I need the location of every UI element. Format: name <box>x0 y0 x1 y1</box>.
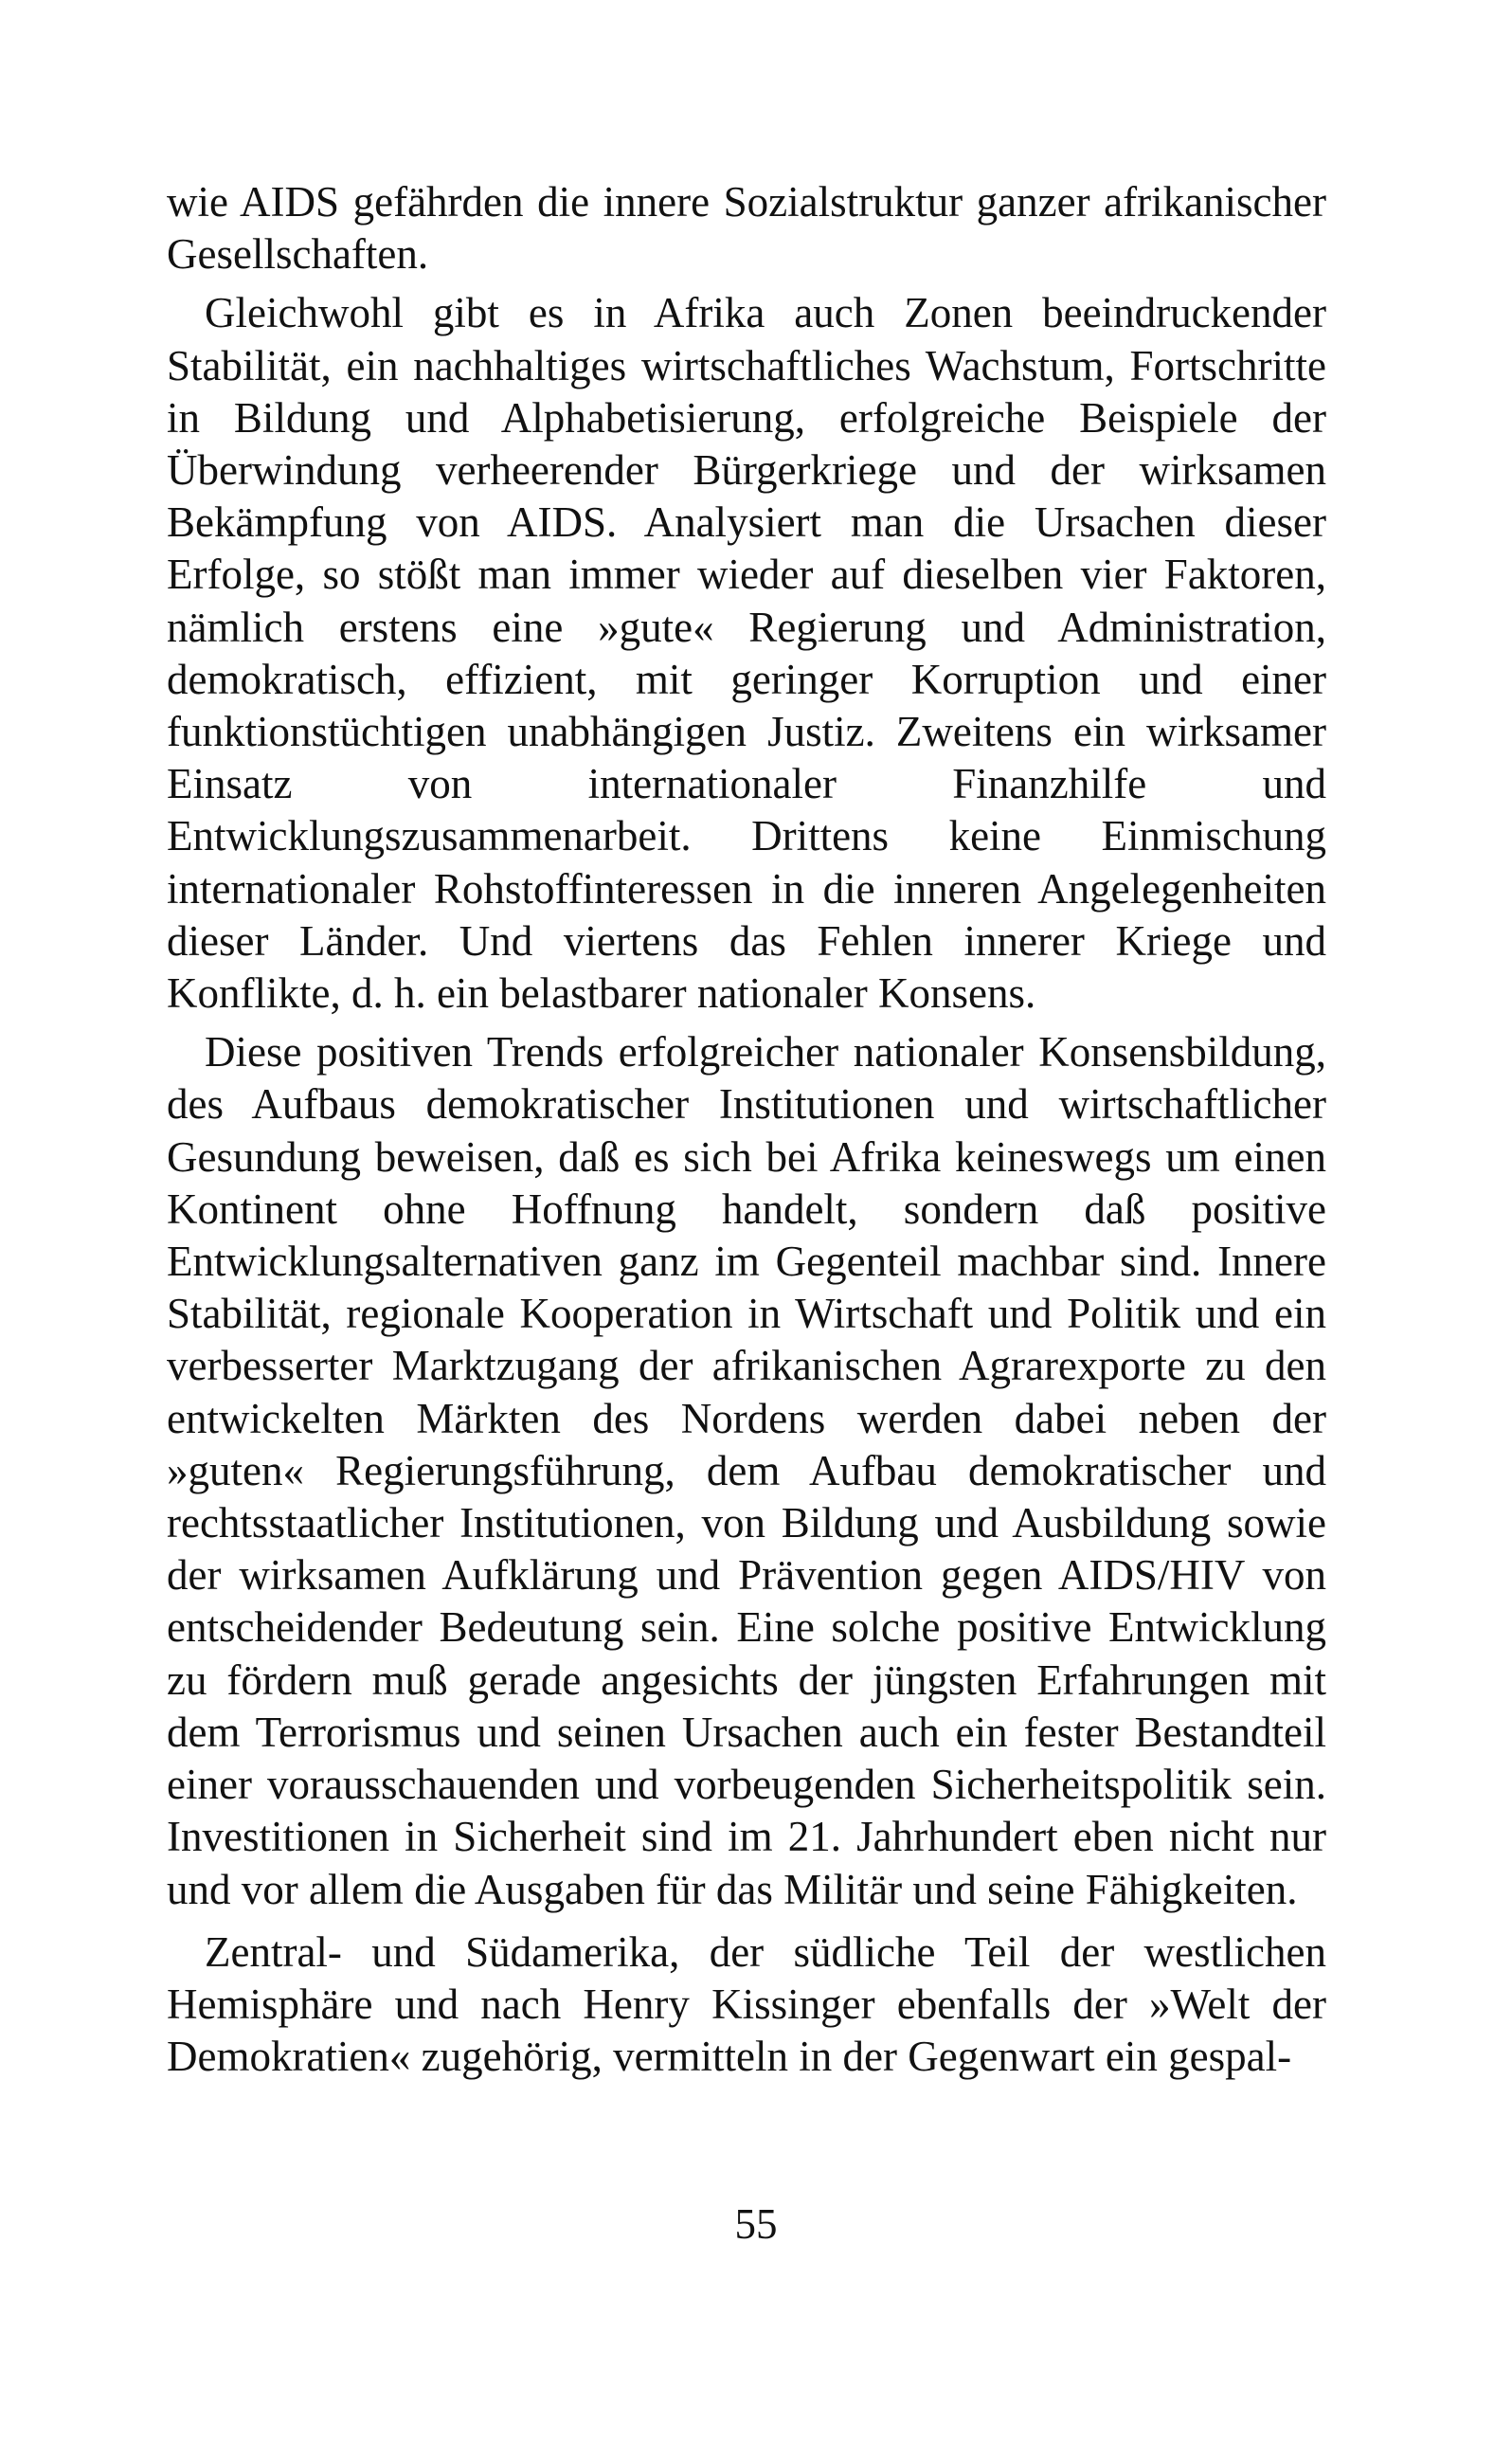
paragraph-stability-factors: Gleichwohl gibt es in Afrika auch Zonen beeindruckender Stabilität, ein nachhaltiges wirtschaftliches Wachstum, Fortschritte in Bildung und Alphabetisierung, erfolgreiche Beispiele der Überwindung verheerender Bürgerkriege und der wirksamen Bekämpfung von AIDS. Analysiert man die Ursachen dieser Erfolge, so stößt man immer wieder auf dieselben vier Faktoren, nämlich erstens eine »gute« Regierung und Administration, demokratisch, effizient, mit geringer Korruption und einer funktionstüchtigen unabhängigen Justiz. Zweitens ein wirksamer Einsatz von internationaler Finanzhilfe und Entwicklungszusammenarbeit. Drittens keine Einmischung internationaler Rohstoffinteressen in die inneren Angelegenheiten dieser Länder. Und viertens das Fehlen innerer Kriege und Konflikte, d. h. ein belastbarer nationaler Konsens. <box>167 289 1326 1018</box>
paragraph-positive-trends: Diese positiven Trends erfolgreicher nationaler Konsensbildung, des Aufbaus demokratischer Institutionen und wirtschaftlicher Gesundung beweisen, daß es sich bei Afrika keineswegs um einen Kontinent ohne Hoffnung handelt, sondern daß positive Entwicklungsalternativen ganz im Gegenteil machbar sind. Innere Stabilität, regionale Kooperation in Wirtschaft und Politik und ein verbesserter Marktzugang der afrikanischen Agrarexporte zu den entwickelten Märkten des Nordens werden dabei neben der »guten« Regierungsführung, dem Aufbau demokratischer und rechtsstaatlicher Institutionen, von Bildung und Ausbildung sowie der wirksamen Aufklärung und Prävention gegen AIDS/HIV von entscheidender Bedeutung sein. Eine solche positive Entwicklung zu fördern muß gerade angesichts der jüngsten Erfahrungen mit dem Terrorismus und seinen Ursachen auch ein fester Bestandteil einer vorausschauenden und vorbeugenden Sicherheitspolitik sein. Investitionen in Sicherheit sind im 21. Jahrhundert eben nicht nur und vor allem die Ausgaben für das Militär und seine Fähigkeiten. <box>167 1028 1326 1913</box>
body-text <box>167 176 1326 2083</box>
paragraph-continuation: wie AIDS gefährden die innere Sozialstruktur ganzer afrikanischer Gesellschaften. <box>167 178 1326 279</box>
paragraph-latin-america: Zentral- und Südamerika, der südliche Teil der westlichen Hemisphäre und nach Henry Kissinger ebenfalls der »Welt der Demokratien« zugehörig, vermitteln in der Gegenwart ein gespal- <box>167 1927 1326 2081</box>
page-number: 55 <box>734 2200 778 2248</box>
